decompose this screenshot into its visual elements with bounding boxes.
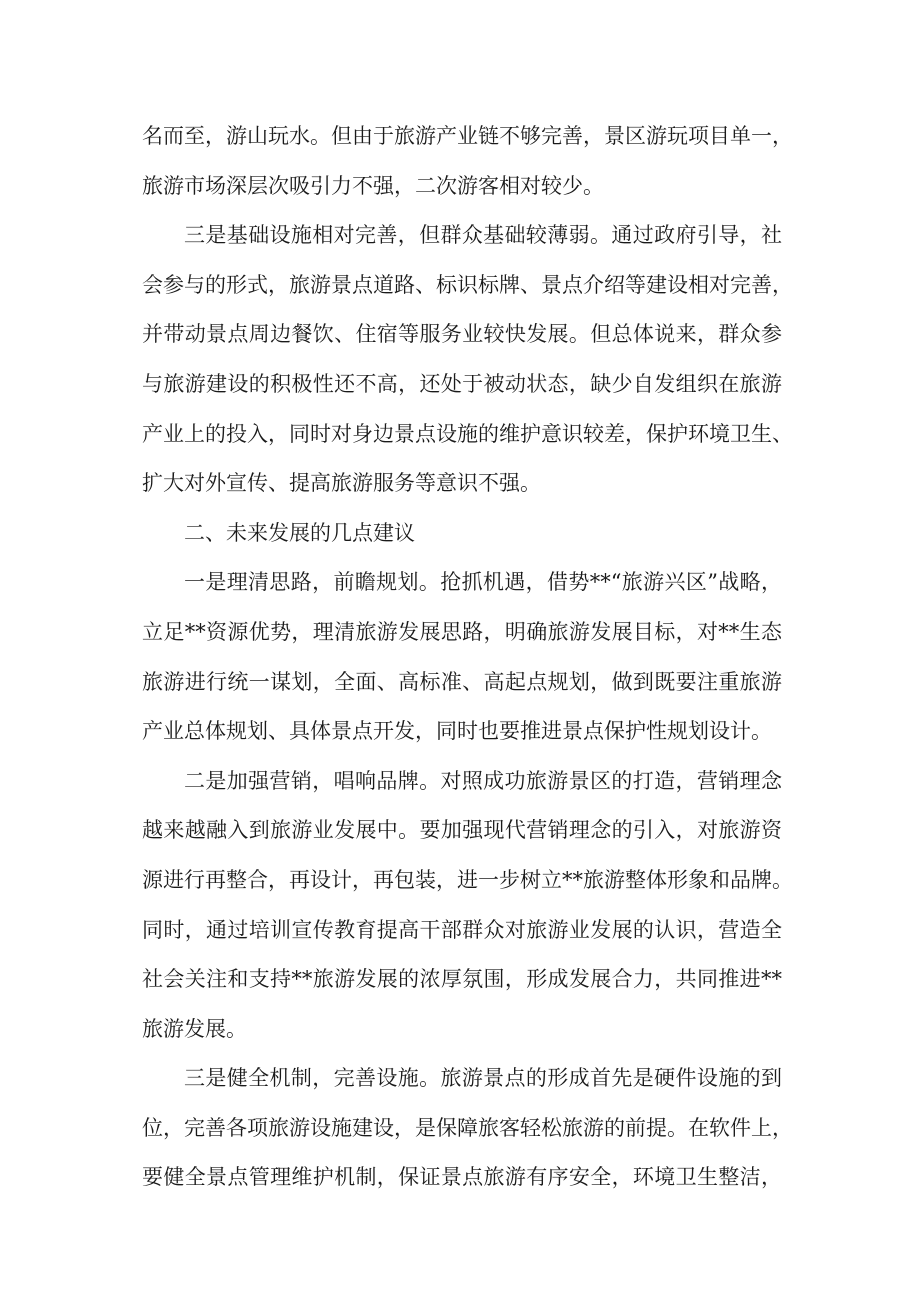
text-line: 旅游市场深层次吸引力不强，二次游客相对较少。 xyxy=(142,173,604,198)
text-line: 越来越融入到旅游业发展中。要加强现代营销理念的引入，对旅游资 xyxy=(142,818,782,843)
text-line: 源进行再整合，再设计，再包装，进一步树立**旅游整体形象和品牌。 xyxy=(142,867,793,892)
paragraph-planning xyxy=(142,558,782,756)
text-line: 一是理清思路，前瞻规划。抢抓机遇，借势**“旅游兴区”战略， xyxy=(184,570,782,595)
text-line: 产业上的投入，同时对身边景点设施的维护意识较差，保护环境卫生、 xyxy=(142,421,793,446)
text-line: 与旅游建设的积极性还不高，还处于被动状态，缺少自发组织在旅游 xyxy=(142,371,782,396)
paragraph-marketing xyxy=(142,757,793,1055)
text-line: 位，完善各项旅游设施建设，是保障旅客轻松旅游的前提。在软件上， xyxy=(142,1115,793,1140)
text-line: 旅游进行统一谋划，全面、高标准、高起点规划，做到既要注重旅游 xyxy=(142,669,782,694)
text-line: 扩大对外宣传、提高旅游服务等意识不强。 xyxy=(142,471,541,496)
text-line: 会参与的形式，旅游景点道路、标识标牌、景点介绍等建设相对完善， xyxy=(142,272,793,297)
text-line: 三是健全机制，完善设施。旅游景点的形成首先是硬件设施的到 xyxy=(184,1066,782,1091)
text-line: 三是基础设施相对完善，但群众基础较薄弱。通过政府引导，社 xyxy=(184,223,782,248)
text-line: 并带动景点周边餐饮、住宿等服务业较快发展。但总体说来，群众参 xyxy=(142,322,782,347)
text-line: 产业总体规划、具体景点开发，同时也要推进景点保护性规划设计。 xyxy=(142,719,772,744)
document-body xyxy=(142,112,793,1203)
paragraph-mechanism xyxy=(142,1054,793,1203)
paragraph-continuation xyxy=(142,112,793,211)
text-line: 二是加强营销，唱响品牌。对照成功旅游景区的打造，营销理念 xyxy=(184,768,782,793)
section-heading xyxy=(142,509,782,559)
text-line: 立足**资源优势，理清旅游发展思路，明确旅游发展目标，对**生态 xyxy=(142,619,782,644)
text-line: 社会关注和支持**旅游发展的浓厚氛围，形成发展合力，共同推进** xyxy=(142,967,782,992)
section-heading-text: 二、未来发展的几点建议 xyxy=(184,520,415,545)
text-line: 要健全景点管理维护机制，保证景点旅游有序安全，环境卫生整洁， xyxy=(142,1165,782,1190)
text-line: 名而至，游山玩水。但由于旅游产业链不够完善，景区游玩项目单一， xyxy=(142,124,793,148)
paragraph-infrastructure xyxy=(142,211,793,509)
text-line: 同时，通过培训宣传教育提高干部群众对旅游业发展的认识，营造全 xyxy=(142,917,782,942)
text-line: 旅游发展。 xyxy=(142,1016,247,1041)
